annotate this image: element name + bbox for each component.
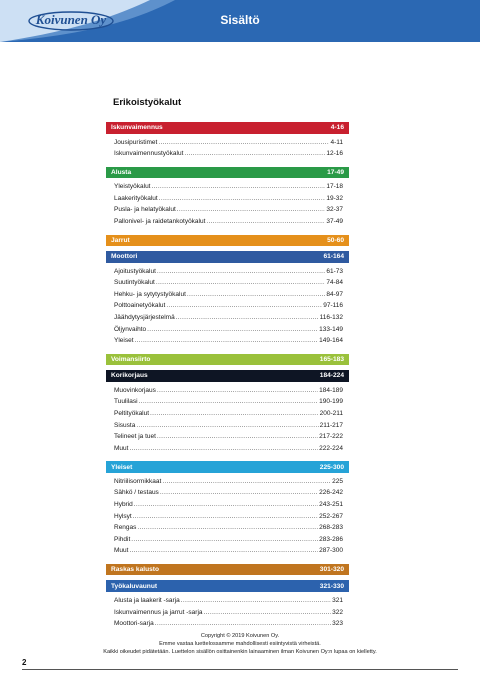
toc-entry-pages: 243-251 — [319, 500, 343, 508]
page-header — [0, 0, 480, 42]
category-item-list — [106, 139, 349, 162]
category-item-list — [106, 597, 349, 632]
toc-entry[interactable] — [114, 268, 343, 280]
toc-entry-pages: 226-242 — [319, 489, 343, 497]
footer-divider — [22, 669, 458, 670]
toc-entry[interactable] — [114, 478, 343, 490]
toc-entry[interactable] — [114, 422, 343, 434]
toc-entry-pages: 252-267 — [319, 512, 343, 520]
toc-entry-pages: 84-97 — [326, 290, 343, 298]
toc-entry-label: Iskunvaimennus ja jarrut -sarja — [114, 608, 203, 616]
category-name: Yleiset — [111, 463, 133, 471]
toc-entry[interactable] — [114, 410, 343, 422]
dot-leader — [133, 513, 318, 520]
copyright-footer — [0, 632, 480, 656]
category-bar[interactable] — [106, 251, 349, 263]
toc-entry-label: Ajoitustyökalut — [114, 267, 156, 275]
toc-entry-label: Moottori-sarja — [114, 620, 154, 628]
toc-entry-label: Pihdit — [114, 535, 131, 543]
category-bar[interactable] — [106, 235, 349, 247]
dot-leader — [155, 620, 331, 627]
toc-entry-pages: 116-132 — [319, 313, 343, 321]
toc-entry-label: Hylsyt — [114, 512, 132, 520]
toc-entry-label: Jousipuristimet — [114, 138, 158, 146]
toc-entry[interactable] — [114, 206, 343, 218]
toc-entry-label: Muut — [114, 547, 129, 555]
toc-entry[interactable] — [114, 291, 343, 303]
toc-entry-label: Jäähdytysjärjestelmä — [114, 313, 175, 321]
toc-entry[interactable] — [114, 620, 343, 632]
toc-entry-label: Pallonivel- ja raidetankotyökalut — [114, 217, 206, 225]
category-bar[interactable] — [106, 354, 349, 366]
toc-entry[interactable] — [114, 195, 343, 207]
dot-leader — [166, 302, 322, 309]
footer-rights-line: Kaikki oikeudet pidätetään. Luettelon sisällön osittainenkin lainaaminen ilman Koivunen Oy:n lupaa on kielletty. — [103, 649, 377, 655]
category-pages: 301-320 — [319, 566, 344, 574]
toc-entry-pages: 61-73 — [326, 267, 343, 275]
toc-entry[interactable] — [114, 183, 343, 195]
toc-entry-label: Muovinkorjaus — [114, 386, 156, 394]
toc-entry[interactable] — [114, 445, 343, 457]
toc-entry[interactable] — [114, 398, 343, 410]
toc-entry-pages: 190-199 — [319, 398, 343, 406]
toc-entry-pages: 149-164 — [319, 337, 343, 345]
toc-entry-label: Polttoainetyökalut — [114, 302, 166, 310]
toc-entry[interactable] — [114, 314, 343, 326]
table-of-contents — [106, 122, 349, 637]
category-item-list — [106, 268, 349, 349]
category-item-list — [106, 387, 349, 457]
toc-entry-pages: 283-286 — [319, 535, 343, 543]
dot-leader — [129, 547, 318, 554]
category-bar[interactable] — [106, 122, 349, 134]
dot-leader — [158, 139, 329, 146]
category-pages: 225-300 — [319, 463, 344, 471]
toc-entry-pages: 12-16 — [326, 150, 343, 158]
dot-leader — [159, 195, 326, 202]
category-name: Alusta — [111, 168, 132, 176]
toc-entry[interactable] — [114, 597, 343, 609]
toc-entry-label: Suutintyökalut — [114, 279, 155, 287]
toc-entry[interactable] — [114, 513, 343, 525]
toc-entry-pages: 225 — [332, 477, 343, 485]
category-name: Jarrut — [111, 236, 130, 244]
toc-entry-label: Hehku- ja sytytystyökalut — [114, 290, 186, 298]
toc-entry-pages: 321 — [332, 596, 343, 604]
toc-entry-label: Yleistyökalut — [114, 183, 151, 191]
toc-entry[interactable] — [114, 337, 343, 349]
toc-entry-label: Tuulilasi — [114, 398, 138, 406]
toc-entry[interactable] — [114, 524, 343, 536]
dot-leader — [204, 609, 332, 616]
dot-leader — [157, 433, 318, 440]
toc-entry-label: Peltityökalut — [114, 409, 150, 417]
category-pages: 4-16 — [330, 124, 344, 132]
dot-leader — [156, 279, 326, 286]
toc-entry-pages: 217-222 — [319, 433, 343, 441]
toc-entry-label: Yleiset — [114, 337, 134, 345]
toc-entry-pages: 97-116 — [323, 302, 343, 310]
category-item-list — [106, 183, 349, 229]
toc-entry-pages: 32-37 — [326, 206, 343, 214]
dot-leader — [157, 268, 325, 275]
dot-leader — [134, 501, 318, 508]
dot-leader — [157, 387, 318, 394]
dot-leader — [160, 489, 318, 496]
toc-entry[interactable] — [114, 279, 343, 291]
dot-leader — [184, 150, 325, 157]
toc-entry-pages: 287-300 — [319, 547, 343, 555]
category-bar[interactable] — [106, 167, 349, 179]
page-title: Sisältö — [220, 13, 260, 27]
category-name: Iskunvaimennus — [111, 124, 163, 132]
toc-entry-label: Nitriilisormikkaat — [114, 477, 162, 485]
toc-entry-label: Muut — [114, 444, 129, 452]
dot-leader — [135, 337, 319, 344]
toc-entry[interactable] — [114, 150, 343, 162]
category-bar[interactable] — [106, 580, 349, 592]
dot-leader — [152, 183, 326, 190]
category-bar[interactable] — [106, 461, 349, 473]
category-name: Voimansiirto — [111, 355, 151, 363]
toc-entry-label: Pusla- ja helatyökalut — [114, 206, 176, 214]
toc-entry[interactable] — [114, 326, 343, 338]
category-pages: 50-60 — [327, 236, 344, 244]
toc-entry-label: Alusta ja laakerit -sarja — [114, 596, 180, 604]
dot-leader — [147, 326, 318, 333]
category-pages: 17-49 — [327, 168, 344, 176]
footer-disclaimer-line: Emme vastaa luettelossamme mahdollisesti esiintyvistä virheistä. — [159, 641, 321, 647]
category-bar[interactable] — [106, 564, 349, 576]
category-name: Työkaluvaunut — [111, 582, 158, 590]
category-pages: 184-224 — [319, 372, 344, 380]
dot-leader — [162, 478, 331, 485]
toc-entry[interactable] — [114, 139, 343, 151]
toc-entry[interactable] — [114, 433, 343, 445]
dot-leader — [136, 422, 318, 429]
toc-entry-pages: 222-224 — [319, 444, 343, 452]
toc-entry-pages: 268-283 — [319, 524, 343, 532]
category-pages: 61-164 — [323, 253, 344, 261]
toc-entry[interactable] — [114, 387, 343, 399]
toc-entry-label: Sähkö / testaus — [114, 489, 159, 497]
toc-entry-pages: 322 — [332, 608, 343, 616]
toc-entry-pages: 184-189 — [319, 386, 343, 394]
category-name: Moottori — [111, 253, 138, 261]
section-heading: Erikoistyökalut — [113, 97, 182, 108]
category-pages: 321-330 — [319, 582, 344, 590]
toc-entry-label: Iskunvaimennustyökalut — [114, 150, 184, 158]
category-pages: 165-183 — [319, 355, 344, 363]
page-number: 2 — [22, 658, 27, 667]
toc-entry-label: Öljynvaihto — [114, 325, 147, 333]
dot-leader — [187, 291, 325, 298]
toc-entry[interactable] — [114, 536, 343, 548]
dot-leader — [150, 410, 319, 417]
category-bar[interactable] — [106, 370, 349, 382]
toc-entry-pages: 74-84 — [326, 279, 343, 287]
dot-leader — [129, 445, 318, 452]
toc-entry-pages: 37-49 — [326, 217, 343, 225]
toc-entry[interactable] — [114, 218, 343, 230]
category-name: Raskas kalusto — [111, 566, 160, 574]
toc-entry-label: Laakerityökalut — [114, 194, 158, 202]
toc-entry-pages: 19-32 — [326, 194, 343, 202]
toc-entry[interactable] — [114, 489, 343, 501]
category-name: Korikorjaus — [111, 372, 148, 380]
dot-leader — [176, 314, 319, 321]
toc-entry-pages: 17-18 — [326, 183, 343, 191]
toc-entry[interactable] — [114, 547, 343, 559]
dot-leader — [177, 206, 326, 213]
toc-entry-pages: 200-211 — [319, 409, 343, 417]
category-item-list — [106, 478, 349, 559]
toc-entry-label: Sisusta — [114, 421, 136, 429]
toc-entry-label: Rengas — [114, 524, 137, 532]
footer-copyright-line: Copyright © 2019 Koivunen Oy. — [200, 633, 280, 639]
toc-entry-pages: 133-149 — [319, 325, 343, 333]
toc-entry[interactable] — [114, 302, 343, 314]
toc-entry-label: Telineet ja tuet — [114, 433, 156, 441]
dot-leader — [137, 524, 318, 531]
toc-entry-label: Hybrid — [114, 500, 133, 508]
dot-leader — [131, 536, 318, 543]
dot-leader — [181, 597, 331, 604]
toc-entry-pages: 4-11 — [330, 138, 343, 146]
dot-leader — [206, 218, 325, 225]
toc-entry-pages: 211-217 — [319, 421, 343, 429]
toc-entry[interactable] — [114, 501, 343, 513]
toc-entry[interactable] — [114, 609, 343, 621]
dot-leader — [139, 398, 319, 405]
logo-text: Koivunen Oy — [35, 12, 107, 27]
toc-entry-pages: 323 — [332, 620, 343, 628]
